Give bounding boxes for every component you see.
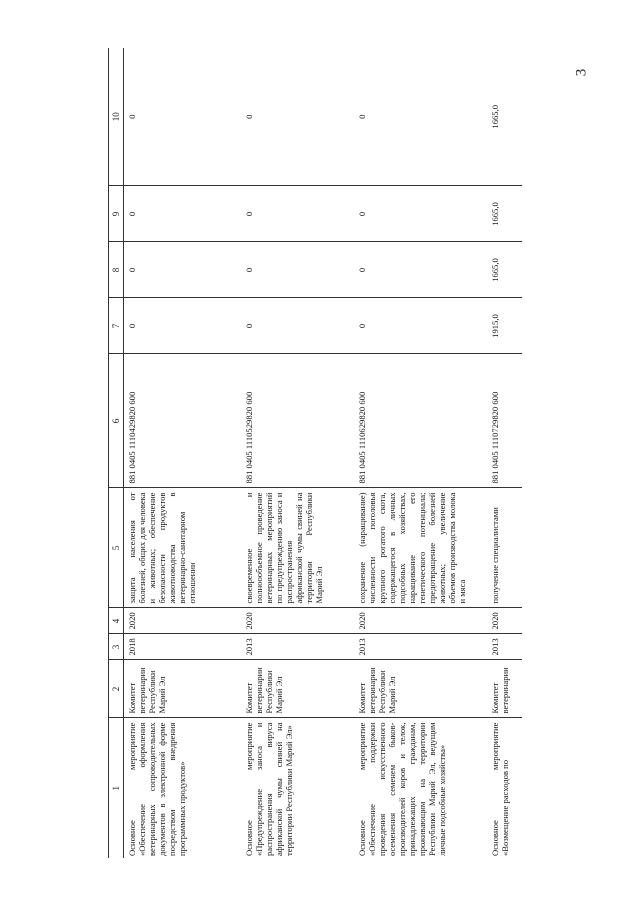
column-header: 3 xyxy=(109,634,124,660)
end-year-cell: 2020 xyxy=(354,608,487,634)
column-header: 4 xyxy=(109,608,124,634)
executor-cell: Комитет ветеринарии Республики Марий Эл xyxy=(241,660,354,718)
value-cell: 0 xyxy=(241,48,354,186)
column-header: 1 xyxy=(109,718,124,858)
value-cell: 0 xyxy=(124,242,242,298)
result-cell: своевременное и полноообъемное проведение ветеринарных мероприятий по предупреждению заноса и распространения африканской чумы свиней на территории Республики Марий Эл xyxy=(241,488,354,608)
table-row xyxy=(354,48,487,858)
result-cell: получение специалистами xyxy=(487,488,522,608)
value-cell: 0 xyxy=(124,298,242,354)
column-header: 7 xyxy=(109,298,124,354)
value-cell: 1665,0 xyxy=(487,186,522,242)
executor-cell: Комитет ветеринарии Республики Марий Эл xyxy=(354,660,487,718)
value-cell: 0 xyxy=(241,298,354,354)
value-cell: 0 xyxy=(124,186,242,242)
budget-code-cell: 881 0405 1110529820 600 xyxy=(241,354,354,488)
end-year-cell: 2020 xyxy=(124,608,242,634)
executor-cell: Комитет ветеринарии Республики Марий Эл xyxy=(124,660,242,718)
value-cell: 0 xyxy=(241,186,354,242)
value-cell: 1665,0 xyxy=(487,242,522,298)
budget-code-cell: 881 0405 1110429820 600 xyxy=(124,354,242,488)
budget-code-cell: 881 0405 1110629820 600 xyxy=(354,354,487,488)
table-header-row xyxy=(109,48,124,858)
budget-code-cell: 881 0405 1110729820 600 xyxy=(487,354,522,488)
executor-cell: Комитет ветеринарии xyxy=(487,660,522,718)
column-header: 5 xyxy=(109,488,124,608)
column-header: 9 xyxy=(109,186,124,242)
table-row xyxy=(124,48,242,858)
measure-cell: Основное мероприятие «Обеспечение оформления ветеринарных сопроводительных документов в электронной форме посредством внедрения программных продуктов» xyxy=(127,722,188,856)
value-cell: 0 xyxy=(124,48,242,186)
column-header: 2 xyxy=(109,660,124,718)
start-year-cell: 2013 xyxy=(241,634,354,660)
end-year-cell: 2020 xyxy=(487,608,522,634)
column-header: 6 xyxy=(109,354,124,488)
column-header: 8 xyxy=(109,242,124,298)
start-year-cell: 2013 xyxy=(354,634,487,660)
page-number: 3 xyxy=(573,68,590,77)
table-row xyxy=(241,48,354,858)
start-year-cell: 2013 xyxy=(487,634,522,660)
program-measures-table xyxy=(108,48,522,858)
measure-cell: Основное мероприятие «Возмещение расходов по xyxy=(490,722,511,856)
column-header: 10 xyxy=(109,48,124,186)
value-cell: 0 xyxy=(354,48,487,186)
measure-cell: Основное мероприятие «Обеспечение поддержки проведения искусственного осеменения семенем быков-производителей коров и телок, принадлежащих гражданам, проживающим на территории Республики Марий Эл, ведущим личные подсобные хозяйства» xyxy=(357,722,448,856)
value-cell: 0 xyxy=(354,186,487,242)
end-year-cell: 2020 xyxy=(241,608,354,634)
result-cell: защита населения от болезней, общих для человека и животных; обеспечение безопасности продуктов животноводства в ветеринарно-санитарном отношении xyxy=(124,488,242,608)
measure-cell: Основное мероприятие «Предупреждение заноса и распространения вируса африканской чумы свиней на территории Республики Марий Эл» xyxy=(244,722,295,856)
value-cell: 1915,0 xyxy=(487,298,522,354)
value-cell: 0 xyxy=(241,242,354,298)
value-cell: 0 xyxy=(354,298,487,354)
rotated-table-container xyxy=(108,48,548,858)
result-cell: сохранение (наращивание) численности поголовья крупного рогатого скота, содержащегося в личных подсобных хозяйствах, наращивание его генетического потенциала; предотвращение болезней животных; увеличение объемов производства молока и мяса xyxy=(354,488,487,608)
start-year-cell: 2018 xyxy=(124,634,242,660)
table-row xyxy=(487,48,522,858)
value-cell: 0 xyxy=(354,242,487,298)
value-cell: 1665,0 xyxy=(487,48,522,186)
